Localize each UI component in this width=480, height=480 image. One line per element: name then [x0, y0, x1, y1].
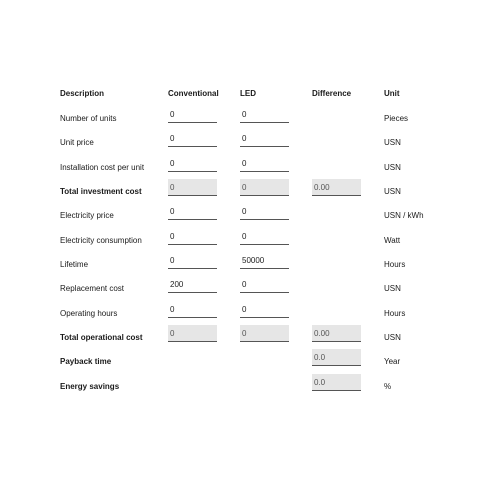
payback-time-output: 0.0 — [312, 349, 361, 366]
total-operational-difference-output: 0.00 — [312, 325, 361, 342]
row-electricity-consumption — [0, 233, 480, 251]
row-unit-price — [0, 135, 480, 153]
row-label: Energy savings — [60, 382, 120, 391]
row-installation-cost — [0, 160, 480, 178]
lifetime-led-input[interactable]: 50000 — [240, 252, 289, 269]
unit-price-conventional-input[interactable]: 0 — [168, 130, 217, 147]
electricity-consumption-led-input[interactable]: 0 — [240, 228, 289, 245]
row-unit: USN — [384, 333, 401, 342]
row-replacement-cost — [0, 281, 480, 299]
replacement-cost-conventional-input[interactable]: 200 — [168, 276, 217, 293]
row-total-investment-cost — [0, 184, 480, 202]
row-unit: % — [384, 382, 392, 391]
row-operating-hours — [0, 306, 480, 324]
header-description: Description — [60, 89, 105, 98]
row-payback-time — [0, 354, 480, 372]
replacement-cost-led-input[interactable]: 0 — [240, 276, 289, 293]
number-of-units-conventional-input[interactable]: 0 — [168, 106, 217, 123]
total-investment-difference-output: 0.00 — [312, 179, 361, 196]
row-total-operational-cost — [0, 330, 480, 348]
row-unit: USN — [384, 138, 401, 147]
row-label: Replacement cost — [60, 284, 125, 293]
header-unit: Unit — [384, 89, 400, 98]
row-lifetime — [0, 257, 480, 275]
row-unit: Hours — [384, 309, 406, 318]
installation-cost-conventional-input[interactable]: 0 — [168, 155, 217, 172]
row-unit: USN — [384, 163, 401, 172]
unit-price-led-input[interactable]: 0 — [240, 130, 289, 147]
lifetime-conventional-input[interactable]: 0 — [168, 252, 217, 269]
total-operational-conventional-output: 0 — [168, 325, 217, 342]
row-electricity-price — [0, 208, 480, 226]
row-label: Total operational cost — [60, 333, 143, 342]
row-label: Electricity consumption — [60, 236, 142, 245]
row-label: Electricity price — [60, 211, 114, 220]
operating-hours-led-input[interactable]: 0 — [240, 301, 289, 318]
row-unit: Pieces — [384, 114, 409, 123]
total-investment-led-output: 0 — [240, 179, 289, 196]
row-label: Number of units — [60, 114, 117, 123]
row-label: Lifetime — [60, 260, 89, 269]
header-led: LED — [240, 89, 256, 98]
energy-savings-output: 0.0 — [312, 374, 361, 391]
total-operational-led-output: 0 — [240, 325, 289, 342]
row-number-of-units — [0, 111, 480, 129]
row-unit: Hours — [384, 260, 406, 269]
number-of-units-led-input[interactable]: 0 — [240, 106, 289, 123]
header-difference: Difference — [312, 89, 352, 98]
electricity-price-led-input[interactable]: 0 — [240, 203, 289, 220]
row-unit: Watt — [384, 236, 401, 245]
row-label: Operating hours — [60, 309, 118, 318]
electricity-consumption-conventional-input[interactable]: 0 — [168, 228, 217, 245]
row-label: Total investment cost — [60, 187, 142, 196]
row-label: Unit price — [60, 138, 94, 147]
header-conventional: Conventional — [168, 89, 219, 98]
electricity-price-conventional-input[interactable]: 0 — [168, 203, 217, 220]
row-label: Payback time — [60, 357, 112, 366]
table-header — [0, 89, 480, 101]
row-unit: Year — [384, 357, 401, 366]
row-unit: USN / kWh — [384, 211, 424, 220]
total-investment-conventional-output: 0 — [168, 179, 217, 196]
row-unit: USN — [384, 284, 401, 293]
row-unit: USN — [384, 187, 401, 196]
operating-hours-conventional-input[interactable]: 0 — [168, 301, 217, 318]
installation-cost-led-input[interactable]: 0 — [240, 155, 289, 172]
row-label: Installation cost per unit — [60, 163, 145, 172]
row-energy-savings — [0, 379, 480, 397]
